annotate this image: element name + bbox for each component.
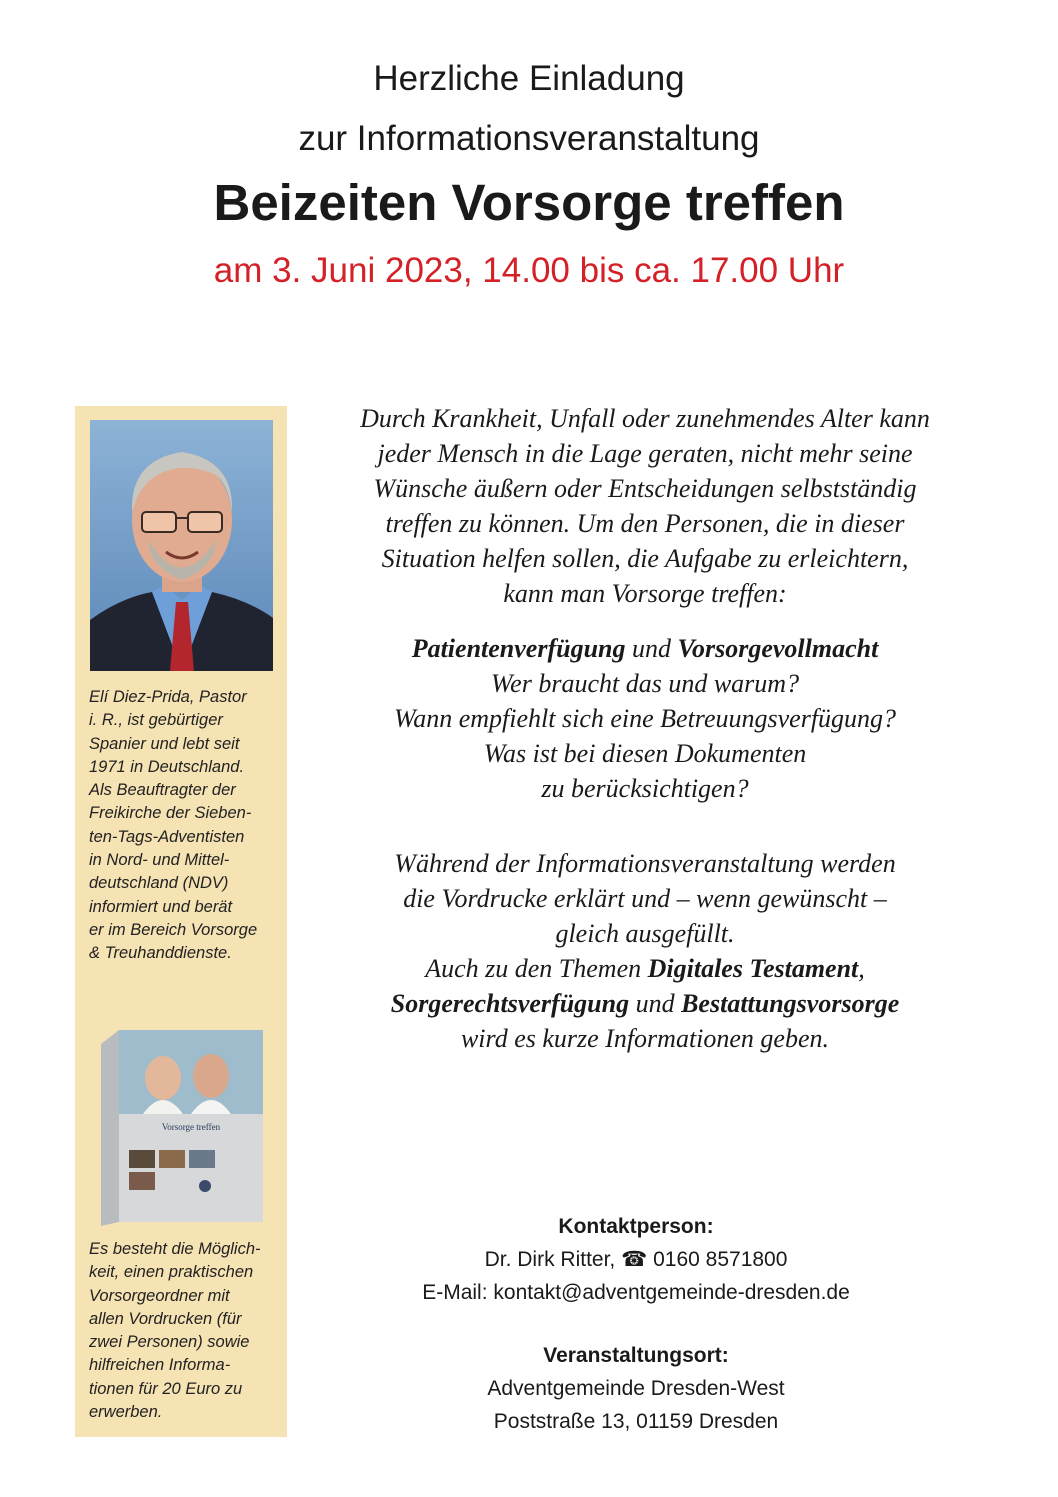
- bio-line: Spanier und lebt seit: [89, 734, 240, 753]
- offer-line: keit, einen praktischen: [89, 1263, 254, 1282]
- bio-line: Elí Diez-Prida, Pastor: [89, 688, 247, 706]
- bio-line: er im Bereich Vorsorge: [89, 920, 258, 939]
- intro-paragraph: [300, 401, 990, 611]
- venue-label: Veranstaltungsort:: [543, 1344, 729, 1367]
- bio-line: informiert und berät: [89, 897, 233, 916]
- question-line: Wer braucht das und warum?: [490, 669, 800, 698]
- intro-line: Durch Krankheit, Unfall oder zunehmendes Alter kann: [360, 404, 930, 433]
- event-date: am 3. Juni 2023, 14.00 bis ca. 17.00 Uhr: [213, 251, 845, 290]
- main-body: [300, 401, 990, 1056]
- intro-line: jeder Mensch in die Lage geraten, nicht mehr seine: [377, 439, 913, 468]
- binder-offer-text: [89, 1238, 281, 1424]
- header: [0, 56, 1058, 294]
- event-type-line: zur Informationsveranstaltung: [298, 119, 760, 158]
- venue-name: Adventgemeinde Dresden-West: [487, 1377, 785, 1400]
- contact-label: Kontaktperson:: [558, 1215, 714, 1238]
- binder-image: [93, 1026, 269, 1226]
- offer-line: hilfreichen Informa-: [89, 1356, 231, 1375]
- closing-line: gleich ausgefüllt.: [555, 919, 735, 948]
- intro-line: Situation helfen sollen, die Aufgabe zu erleichtern,: [381, 544, 909, 573]
- invitation-line: Herzliche Einladung: [373, 59, 685, 98]
- bio-line: i. R., ist gebürtiger: [89, 711, 223, 730]
- bio-line: deutschland (NDV): [89, 874, 229, 893]
- offer-line: allen Vordrucken (für: [89, 1309, 242, 1328]
- offer-line: Vorsorgeordner mit: [89, 1286, 230, 1305]
- closing-line: die Vordrucke erklärt und – wenn gewünscht –: [403, 884, 887, 913]
- contact-email[interactable]: E-Mail: kontakt@adventgemeinde-dresden.de: [422, 1281, 850, 1304]
- question-line: Was ist bei diesen Dokumenten: [483, 739, 807, 768]
- phone-icon: ☎: [621, 1248, 648, 1271]
- comma-text: ,: [858, 954, 865, 983]
- contact-phone[interactable]: 0160 8571800: [647, 1248, 788, 1271]
- binder-title: Vorsorge treffen: [161, 1122, 221, 1132]
- connector-text: und: [629, 989, 682, 1018]
- questions-paragraph: [300, 631, 990, 806]
- themes-closing: wird es kurze Informationen geben.: [460, 1024, 830, 1053]
- intro-line: kann man Vorsorge treffen:: [503, 579, 787, 608]
- term-sorgerechtsverfuegung: Sorgerechtsverfügung: [390, 989, 630, 1018]
- bio-line: ten-Tags-Adventisten: [89, 827, 245, 846]
- connector-text: und: [625, 634, 678, 663]
- term-vorsorgevollmacht: Vorsorgevollmacht: [677, 634, 879, 663]
- question-line: Wann empfiehlt sich eine Betreuungsverfügung?: [393, 704, 897, 733]
- bio-line: Freikirche der Sieben-: [89, 804, 252, 823]
- question-line: zu berücksichtigen?: [541, 774, 749, 803]
- spacer: [373, 1309, 899, 1339]
- speaker-portrait: [90, 420, 273, 671]
- sidebar: [75, 406, 287, 1437]
- contact-block: [373, 1210, 899, 1438]
- contact-name-phone: [373, 1243, 899, 1276]
- offer-line: tionen für 20 Euro zu: [89, 1379, 243, 1398]
- bio-line: & Treuhanddienste.: [89, 944, 232, 963]
- term-patientenverfuegung: Patientenverfügung: [411, 634, 626, 663]
- offer-line: erwerben.: [89, 1403, 163, 1422]
- page-title: Beizeiten Vorsorge treffen: [213, 174, 845, 231]
- bio-line: 1971 in Deutschland.: [89, 757, 245, 776]
- bio-line: Als Beauftragter der: [89, 781, 236, 800]
- closing-line: Während der Informationsveranstaltung werden: [394, 849, 896, 878]
- contact-name: Dr. Dirk Ritter,: [484, 1248, 622, 1271]
- term-bestattungsvorsorge: Bestattungsvorsorge: [681, 989, 900, 1018]
- offer-line: Es besteht die Möglich-: [89, 1240, 261, 1258]
- speaker-bio: [89, 686, 281, 966]
- offer-line: zwei Personen) sowie: [89, 1333, 250, 1352]
- closing-paragraph: [300, 846, 990, 1056]
- venue-address: Poststraße 13, 01159 Dresden: [493, 1410, 779, 1433]
- themes-intro: Auch zu den Themen: [425, 954, 648, 983]
- intro-line: Wünsche äußern oder Entscheidungen selbstständig: [373, 474, 917, 503]
- term-digitales-testament: Digitales Testament: [647, 954, 859, 983]
- intro-line: treffen zu können. Um den Personen, die in dieser: [385, 509, 905, 538]
- bio-line: in Nord- und Mittel-: [89, 851, 230, 870]
